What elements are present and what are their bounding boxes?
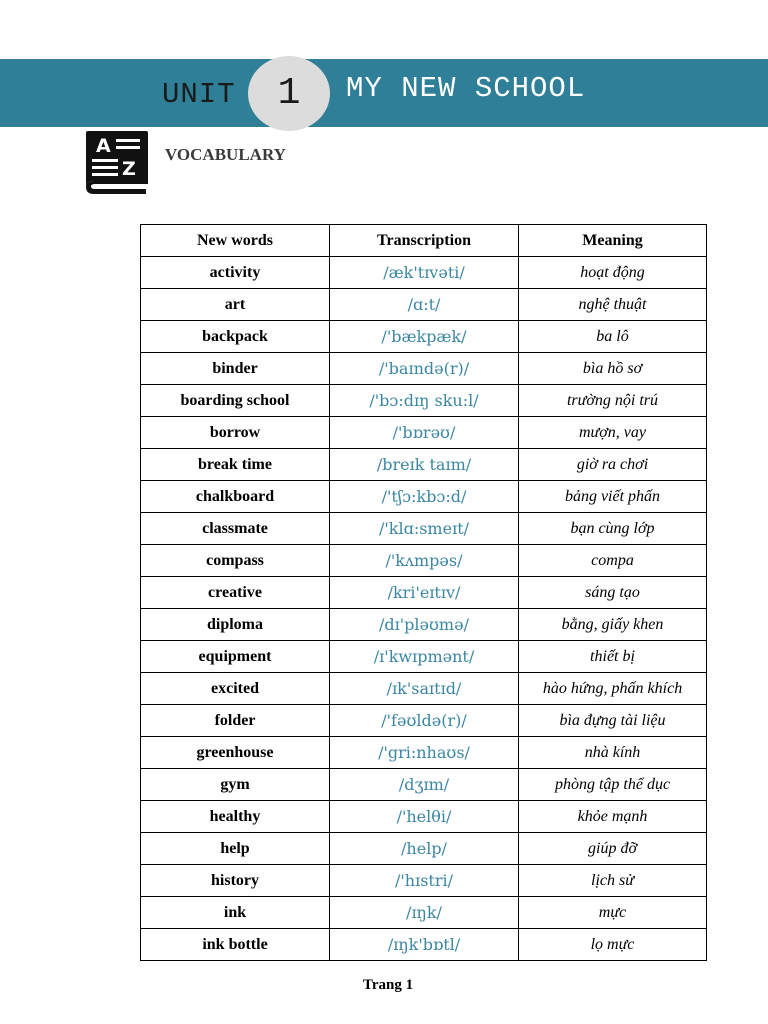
- word-cell: healthy: [141, 801, 330, 833]
- meaning-cell: bạn cùng lớp: [519, 513, 707, 545]
- transcription-cell: /'baɪndə(r)/: [330, 353, 519, 385]
- transcription-cell: /'fəʊldə(r)/: [330, 705, 519, 737]
- meaning-cell: bìa hồ sơ: [519, 353, 707, 385]
- meaning-cell: hào hứng, phấn khích: [519, 673, 707, 705]
- table-row: [141, 449, 707, 481]
- column-header-meaning: Meaning: [519, 225, 707, 257]
- word-cell: ink bottle: [141, 929, 330, 961]
- meaning-cell: giờ ra chơi: [519, 449, 707, 481]
- transcription-cell: /dɪ'pləʊmə/: [330, 609, 519, 641]
- table-row: [141, 641, 707, 673]
- page-number: Trang 1: [362, 977, 414, 993]
- word-cell: compass: [141, 545, 330, 577]
- table-row: [141, 673, 707, 705]
- meaning-cell: nghệ thuật: [519, 289, 707, 321]
- unit-number-badge: 1: [248, 56, 330, 131]
- word-cell: boarding school: [141, 385, 330, 417]
- unit-label: UNIT: [162, 78, 236, 111]
- table-row: [141, 769, 707, 801]
- transcription-cell: /'tʃɔ:kbɔ:d/: [330, 481, 519, 513]
- transcription-cell: /'bɒrəʊ/: [330, 417, 519, 449]
- transcription-cell: /'bækpæk/: [330, 321, 519, 353]
- word-cell: history: [141, 865, 330, 897]
- table-row: [141, 353, 707, 385]
- table-row: [141, 289, 707, 321]
- word-cell: diploma: [141, 609, 330, 641]
- table-row: [141, 897, 707, 929]
- table-row: [141, 481, 707, 513]
- meaning-cell: khỏe mạnh: [519, 801, 707, 833]
- transcription-cell: /ɪŋk/: [330, 897, 519, 929]
- transcription-cell: /help/: [330, 833, 519, 865]
- transcription-cell: /'bɔ:dɪŋ sku:l/: [330, 385, 519, 417]
- meaning-cell: bảng viết phấn: [519, 481, 707, 513]
- table-row: [141, 737, 707, 769]
- transcription-cell: /breɪk taɪm/: [330, 449, 519, 481]
- transcription-cell: /dʒɪm/: [330, 769, 519, 801]
- vocabulary-table: [140, 224, 707, 961]
- table-row: [141, 545, 707, 577]
- table-row: [141, 385, 707, 417]
- meaning-cell: ba lô: [519, 321, 707, 353]
- word-cell: ink: [141, 897, 330, 929]
- table-row: [141, 513, 707, 545]
- icon-letter-z: Z: [122, 158, 136, 180]
- transcription-cell: /ɪ'kwɪpmənt/: [330, 641, 519, 673]
- vocabulary-table-body: [141, 257, 707, 961]
- word-cell: activity: [141, 257, 330, 289]
- meaning-cell: lọ mực: [519, 929, 707, 961]
- transcription-cell: /'helθi/: [330, 801, 519, 833]
- transcription-cell: /'klɑ:smeɪt/: [330, 513, 519, 545]
- transcription-cell: /ɑ:t/: [330, 289, 519, 321]
- meaning-cell: lịch sử: [519, 865, 707, 897]
- word-cell: chalkboard: [141, 481, 330, 513]
- transcription-cell: /ɪŋk'bɒtl/: [330, 929, 519, 961]
- meaning-cell: sáng tạo: [519, 577, 707, 609]
- meaning-cell: bìa đựng tài liệu: [519, 705, 707, 737]
- meaning-cell: trường nội trú: [519, 385, 707, 417]
- word-cell: break time: [141, 449, 330, 481]
- meaning-cell: nhà kính: [519, 737, 707, 769]
- word-cell: borrow: [141, 417, 330, 449]
- column-header-transcription: Transcription: [330, 225, 519, 257]
- icon-letter-a: A: [96, 135, 111, 157]
- word-cell: help: [141, 833, 330, 865]
- table-row: [141, 577, 707, 609]
- table-row: [141, 321, 707, 353]
- table-row: [141, 417, 707, 449]
- transcription-cell: /'kʌmpəs/: [330, 545, 519, 577]
- table-row: [141, 865, 707, 897]
- table-row: [141, 257, 707, 289]
- transcription-cell: /'hɪstri/: [330, 865, 519, 897]
- transcription-cell: /'gri:nhaʊs/: [330, 737, 519, 769]
- table-header-row: [141, 225, 707, 257]
- word-cell: backpack: [141, 321, 330, 353]
- meaning-cell: thiết bị: [519, 641, 707, 673]
- transcription-cell: /kri'eɪtɪv/: [330, 577, 519, 609]
- word-cell: art: [141, 289, 330, 321]
- word-cell: folder: [141, 705, 330, 737]
- table-row: [141, 609, 707, 641]
- table-row: [141, 929, 707, 961]
- word-cell: creative: [141, 577, 330, 609]
- dictionary-book-icon: [82, 129, 150, 197]
- meaning-cell: mực: [519, 897, 707, 929]
- word-cell: excited: [141, 673, 330, 705]
- table-row: [141, 833, 707, 865]
- table-row: [141, 801, 707, 833]
- word-cell: classmate: [141, 513, 330, 545]
- word-cell: gym: [141, 769, 330, 801]
- meaning-cell: hoạt động: [519, 257, 707, 289]
- meaning-cell: giúp đỡ: [519, 833, 707, 865]
- unit-title: MY NEW SCHOOL: [346, 72, 586, 105]
- word-cell: equipment: [141, 641, 330, 673]
- transcription-cell: /æk'tɪvəti/: [330, 257, 519, 289]
- column-header-new-words: New words: [141, 225, 330, 257]
- table-row: [141, 705, 707, 737]
- meaning-cell: mượn, vay: [519, 417, 707, 449]
- meaning-cell: compa: [519, 545, 707, 577]
- section-title: VOCABULARY: [165, 145, 286, 164]
- meaning-cell: phòng tập thể dục: [519, 769, 707, 801]
- transcription-cell: /ɪk'saɪtɪd/: [330, 673, 519, 705]
- word-cell: binder: [141, 353, 330, 385]
- meaning-cell: bằng, giấy khen: [519, 609, 707, 641]
- word-cell: greenhouse: [141, 737, 330, 769]
